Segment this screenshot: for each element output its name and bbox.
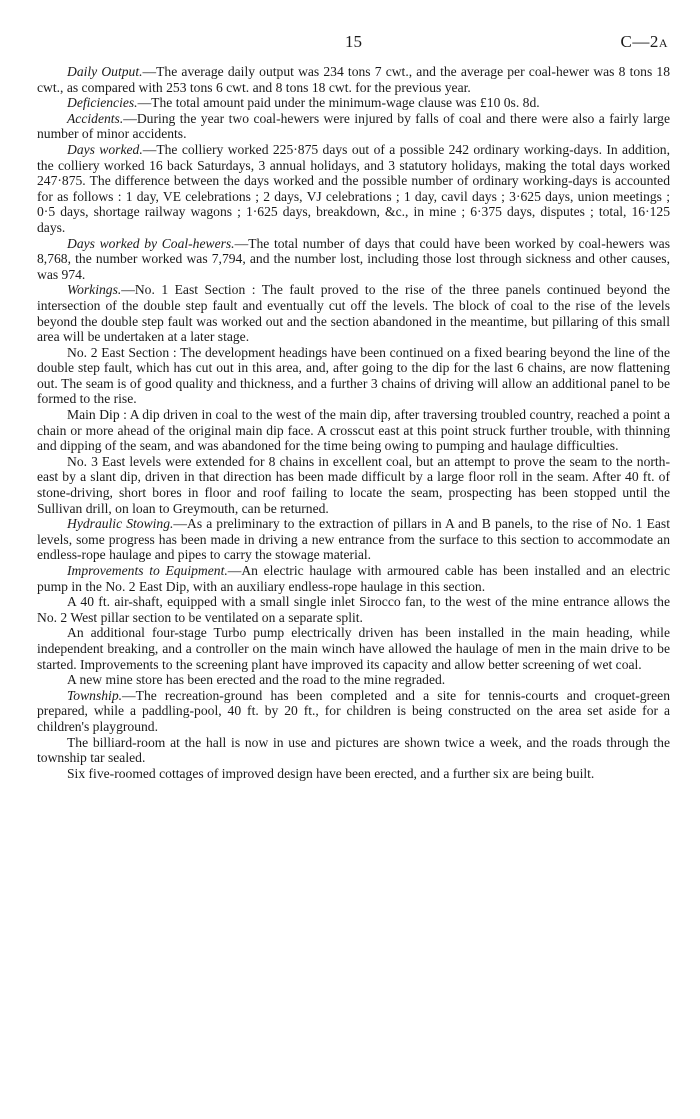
paragraph-text: No. 2 East Section : The development headings have been continued on a fixed bearing beyond the line of the double step fault, which has cut out in this area, and, after going to the dip for the last 6 chains, are now flattening out. The seam is of good quality and thickness, and a further 3 chains of driving will allow an additional panel to be formed to the rise. bbox=[37, 344, 670, 407]
paragraph-mine-store bbox=[37, 672, 670, 688]
paragraph-days-worked-by-coal-hewers bbox=[37, 236, 670, 283]
paragraph-deficiencies bbox=[37, 95, 670, 111]
paragraph-turbo-pump bbox=[37, 625, 670, 672]
document-reference-main: C—2 bbox=[620, 32, 659, 51]
paragraph-text: No. 3 East levels were extended for 8 chains in excellent coal, but an attempt to prove the seam to the north-east by a slant dip, driven in that direction has been made difficult by a large floor roll in the seam. After 40 ft. of stone-driving, short bores in floor and roof failing to locate the seam, prospecting has been stopped until the Sullivan drill, on loan to Greymouth, can be returned. bbox=[37, 453, 670, 516]
paragraph-billiard-room bbox=[37, 735, 670, 766]
paragraph-text: —As a preliminary to the extraction of pillars in A and B panels, to the rise of No. 1 East levels, some progress has been made in driving a new entrance from the surface to this section to accommodate an endless-rope haulage and pipes to carry the stowage material. bbox=[37, 516, 670, 563]
paragraph-text: The billiard-room at the hall is now in use and pictures are shown twice a week, and the roads through the township tar sealed. bbox=[37, 734, 670, 766]
paragraph-text: An additional four-stage Turbo pump electrically driven has been installed in the main heading, while independent breaking, and a controller on the main winch have allowed the haulage of men in the main drive to be started. Improvements to the screening plant have improved its capacity and allow better screening of wet coal. bbox=[37, 625, 670, 672]
paragraph-workings bbox=[37, 282, 670, 344]
document-reference bbox=[620, 34, 668, 52]
paragraph-air-shaft bbox=[37, 594, 670, 625]
paragraph-text: Main Dip : A dip driven in coal to the west of the main dip, after traversing troubled country, reached a point a chain or more ahead of the original main dip face. A crosscut east at this point struck further trouble, with thinning and dipping of the seam, and was abandoned for the time being owing to pumping and haulage difficulties. bbox=[37, 407, 670, 454]
paragraph-text: —The colliery worked 225·875 days out of a possible 242 ordinary working-days. In addition, the colliery worked 16 back Saturdays, 3 annual holidays, and 3 statutory holidays, making the total days worked 247·875. The difference between the days worked and the possible number of ordinary working-days is accounted for as follows : 1 day, VE celebrations ; 2 days, VJ celebrations ; 1 day, cavil days ; 3·625 days, union meetings ; 0·5 days, shortage railway wagons ; 1·625 days, breakdown, &c., in mine ; 6·375 days, disputes ; total, 16·125 days. bbox=[37, 141, 670, 235]
paragraph-text: —An electric haulage with armoured cable has been installed and an electric pump in the No. 2 East Dip, with an auxiliary endless-rope haulage in this section. bbox=[37, 563, 670, 594]
page-number: 15 bbox=[345, 32, 362, 51]
paragraph-no3-east-levels bbox=[37, 454, 670, 516]
paragraph-heading: Daily Output. bbox=[67, 64, 143, 79]
paragraph-accidents bbox=[37, 111, 670, 142]
paragraph-heading: Improvements to Equipment. bbox=[67, 563, 228, 578]
page-header bbox=[37, 34, 670, 64]
paragraph-cottages bbox=[37, 766, 670, 782]
paragraph-daily-output bbox=[37, 64, 670, 95]
paragraph-text: —The average daily output was 234 tons 7 cwt., and the average per coal-hewer was 8 tons 18 cwt., as compared with 253 tons 6 cwt. and 8 tons 18 cwt. for the previous year. bbox=[37, 64, 670, 95]
paragraph-heading: Township. bbox=[67, 687, 123, 703]
paragraph-improvements-to-equipment bbox=[37, 563, 670, 594]
paragraph-text: —During the year two coal-hewers were injured by falls of coal and there were also a fairly large number of minor accidents. bbox=[37, 110, 670, 142]
paragraph-text: —No. 1 East Section : The fault proved to the rise of the three panels continued beyond the intersection of the double step fault and eventually cut off the levels. The block of coal to the rise of the levels beyond the double step fault was worked out and the section abandoned in the meantime, but pillaring of this small area will be undertaken at a later stage. bbox=[37, 282, 670, 345]
paragraph-text: —The total amount paid under the minimum-wage clause was £10 0s. 8d. bbox=[137, 95, 540, 111]
paragraph-heading: Accidents. bbox=[67, 110, 124, 126]
report-body bbox=[37, 64, 670, 781]
paragraph-text: A 40 ft. air-shaft, equipped with a small single inlet Sirocco fan, to the west of the mine entrance allows the No. 2 West pillar section to be ventilated on a separate split. bbox=[37, 594, 670, 625]
paragraph-main-dip bbox=[37, 407, 670, 454]
paragraph-heading: Days worked. bbox=[67, 141, 143, 157]
paragraph-heading: Hydraulic Stowing. bbox=[67, 516, 174, 532]
paragraph-text: Six five-roomed cottages of improved design have been erected, and a further six are being built. bbox=[67, 765, 595, 781]
paragraph-hydraulic-stowing bbox=[37, 516, 670, 563]
document-reference-suffix: A bbox=[658, 36, 668, 50]
paragraph-township bbox=[37, 688, 670, 735]
paragraph-heading: Workings. bbox=[67, 282, 122, 298]
paragraph-text: —The total number of days that could have been worked by coal-hewers was 8,768, the number worked was 7,794, and the number lost, including those lost through sickness and other causes, was 974. bbox=[37, 235, 671, 282]
paragraph-heading: Deficiencies. bbox=[67, 95, 138, 111]
paragraph-heading: Days worked by Coal-hewers. bbox=[67, 235, 235, 251]
paragraph-text: —The recreation-ground has been completed and a site for tennis-courts and croquet-green prepared, while a paddling-pool, 40 ft. by 20 ft., for children is being constructed on the area set aside for a children's playground. bbox=[37, 687, 670, 734]
paragraph-text: A new mine store has been erected and the road to the mine regraded. bbox=[67, 672, 446, 688]
paragraph-days-worked bbox=[37, 142, 670, 236]
paragraph-no2-east-section bbox=[37, 345, 670, 407]
